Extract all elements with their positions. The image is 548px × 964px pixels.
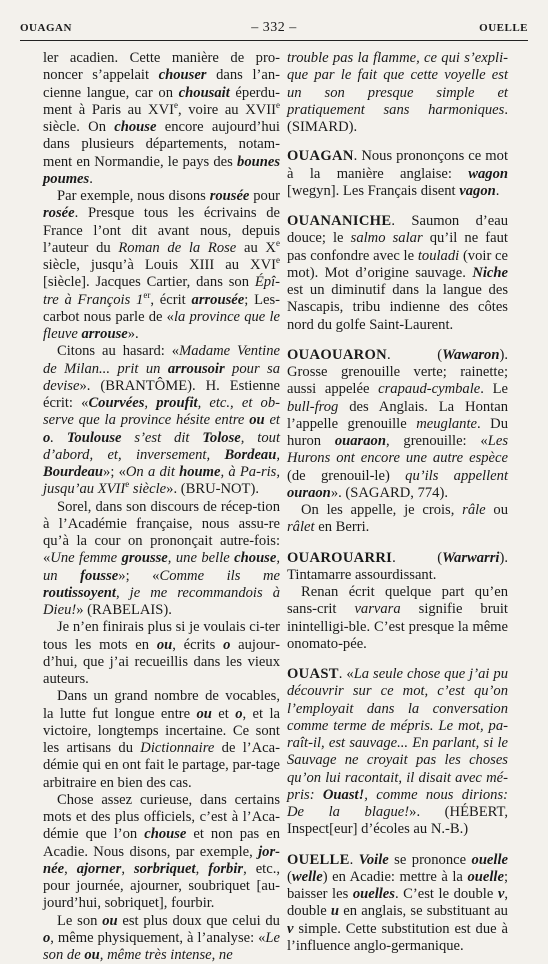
text-run: chouse xyxy=(114,119,156,135)
text-run: . Du huron xyxy=(287,416,508,449)
text-run: ouelles xyxy=(353,886,395,902)
text-run: , écrits xyxy=(172,637,223,653)
text-run: . Presque tous les écrivains de France l’ont dit avant nous, depuis l’auteur du xyxy=(43,205,280,256)
text-run: Ouast! xyxy=(323,787,364,803)
text-run: chousait xyxy=(179,85,230,101)
text-run: Tolose xyxy=(202,430,240,446)
paragraph xyxy=(43,50,280,188)
text-run: simple. Cette substitution est due à l’influence anglo-germanique. xyxy=(287,921,508,954)
text-run: , xyxy=(276,447,280,463)
text-run: »; « xyxy=(118,568,159,584)
text-run: Niche xyxy=(472,265,508,281)
text-run: e xyxy=(174,100,178,110)
text-run: rosée xyxy=(43,205,75,221)
text-run: o xyxy=(43,930,50,946)
text-run: . Le xyxy=(480,381,508,397)
text-run: ». (BRU-NOT). xyxy=(166,481,259,497)
text-run: rousée xyxy=(210,188,250,204)
text-run: ; Les-carbot nous parle de « xyxy=(43,292,280,325)
text-run: chouser xyxy=(159,67,207,83)
text-run: salmo salar xyxy=(351,230,423,246)
text-run: vagon xyxy=(459,183,495,199)
text-run: , tout d’abord, et, inversement, xyxy=(43,430,280,463)
text-run: On a dit xyxy=(126,464,179,480)
text-run: On les appelle, je crois, xyxy=(301,502,462,518)
text-run: . ( xyxy=(392,550,442,566)
text-run: en anglais, se substituant au xyxy=(339,903,508,919)
text-run: éperdu-ment à Paris au XVI xyxy=(43,85,280,118)
text-run: ouraon xyxy=(287,485,331,501)
headword: OUAOUARON xyxy=(287,347,387,363)
text-run: arrousée xyxy=(192,292,245,308)
text-run: ( xyxy=(287,869,292,885)
text-run: Roman de la Rose xyxy=(118,240,236,256)
text-run: Dictionnaire xyxy=(140,740,214,756)
paragraph xyxy=(43,343,280,498)
text-run: varvara xyxy=(354,601,400,617)
paragraph xyxy=(287,584,508,653)
text-run: Le son xyxy=(57,913,102,929)
text-run: , xyxy=(196,861,209,877)
text-run: Wawaron xyxy=(442,347,499,363)
text-run: ouaraon xyxy=(335,433,386,449)
text-run: ; baisser les xyxy=(287,869,508,902)
text-run: Une femme xyxy=(50,550,121,566)
text-run: (voir ce mot). Mot d’origine sauvage. xyxy=(287,248,508,281)
text-run: ». (BRANTÔME). H. Estienne écrit: « xyxy=(43,378,280,411)
text-run: Voile xyxy=(359,852,389,868)
text-run: . Nous prononçons ce mot à la manière anglaise: xyxy=(287,148,508,181)
text-run: . Saumon d’eau douce; le xyxy=(287,213,508,246)
text-run: signifie bruit inintelligi-ble. C’est presque la même onomato-pée. xyxy=(287,601,508,652)
text-run: Par exemple, nous disons xyxy=(57,188,210,204)
text-run: , xyxy=(144,395,156,411)
paragraph xyxy=(287,502,508,537)
text-run: , même très intense, ne xyxy=(100,947,233,963)
text-run: e xyxy=(276,255,280,265)
text-run: ou xyxy=(486,502,508,518)
text-run: . xyxy=(89,171,93,187)
text-run: forbir xyxy=(208,861,243,877)
text-run: en Berri. xyxy=(315,519,370,535)
text-run: siècle xyxy=(129,481,166,497)
text-run: , voire au XVII xyxy=(178,102,276,118)
text-run: ». xyxy=(128,326,139,342)
text-run: Bordeau xyxy=(224,447,276,463)
text-run: v xyxy=(498,886,504,902)
text-run: wagon xyxy=(468,166,508,182)
headword: OUAGAN xyxy=(287,148,354,164)
text-run: Citons au hasard: « xyxy=(57,343,179,359)
text-run: s’est dit xyxy=(121,430,202,446)
text-run: Comme ils me xyxy=(159,568,280,584)
text-run: ou xyxy=(84,947,99,963)
text-run: Renan écrit quelque part qu’en sans-crit xyxy=(287,584,508,617)
text-run: [wegyn]. Les Français disent xyxy=(287,183,459,199)
text-run: e xyxy=(276,100,280,110)
text-run: , etc., pour journée, ajourner, soubriquet [au-jourd’hui, sobriquet], fourbir. xyxy=(43,861,280,912)
text-run: , xyxy=(64,861,77,877)
text-run: qu’ils appellent xyxy=(405,468,508,484)
text-run: bull-frog xyxy=(287,399,338,415)
paragraph xyxy=(43,913,280,964)
text-run: , je me recommandois à Dieu! xyxy=(43,585,280,618)
text-run: Madame Ventine de Milan... prit un xyxy=(43,343,280,376)
text-run: Chose assez curieuse, dans certains mots et des plus officiels, c’est à l’Aca-démie que l’on xyxy=(43,792,280,843)
text-run: aujour-d’hui, que j’ai recueillis dans les vieux auteurs. xyxy=(43,637,280,688)
text-run: ou xyxy=(196,706,211,722)
text-run: houme xyxy=(179,464,220,480)
text-run: Le son de xyxy=(43,930,280,963)
text-run: siècle, jusqu’à Louis XIII au XVI xyxy=(43,257,276,273)
text-run: ouelle xyxy=(467,869,503,885)
text-run: se prononce xyxy=(389,852,472,868)
text-run: est plus doux que celui du xyxy=(118,913,280,929)
text-run: et xyxy=(212,706,235,722)
text-run: v xyxy=(287,921,293,937)
text-run: . xyxy=(496,183,500,199)
text-run: chouse xyxy=(144,826,186,842)
text-run: meuglante xyxy=(416,416,477,432)
text-run: , un xyxy=(43,550,280,583)
text-run: ». (HÉBERT, Inspect[eur] d’écoles au N.-B.) xyxy=(287,804,508,837)
headword: OUELLE xyxy=(287,852,350,868)
text-run: siècle. On xyxy=(43,119,114,135)
paragraph xyxy=(43,499,280,620)
entry-ouananiche xyxy=(287,213,508,334)
text-run: fousse xyxy=(80,568,118,584)
text-run: . xyxy=(350,852,359,868)
text-run: ouelle xyxy=(472,852,508,868)
text-run: . xyxy=(50,430,67,446)
text-run: Warwarri xyxy=(442,550,499,566)
text-run: pour xyxy=(249,188,280,204)
text-run: » (RABELAIS). xyxy=(76,602,172,618)
text-run: routissoyent xyxy=(43,585,116,601)
text-run: au X xyxy=(236,240,276,256)
text-run: encore aujourd’hui dans plusieurs départements, notam-ment en Normandie, le pays des xyxy=(43,119,280,170)
text-run: ou xyxy=(249,412,264,428)
text-run: râle xyxy=(462,502,486,518)
text-run: o xyxy=(43,430,50,446)
text-run: la province que le fleuve xyxy=(43,309,280,342)
entry-ouarouarri xyxy=(287,550,508,585)
text-run: , même physiquement, à l’analyse: « xyxy=(50,930,265,946)
entry-ouagan xyxy=(287,148,508,200)
text-run: touladi xyxy=(418,248,459,264)
page-header xyxy=(20,20,528,38)
text-run: ajorner xyxy=(77,861,122,877)
entry-ouelle xyxy=(287,852,508,956)
text-run: (de grenouil-le) xyxy=(287,468,405,484)
text-run: ou xyxy=(157,637,172,653)
headword: OUAST xyxy=(287,666,339,682)
text-run: de l’Aca-démie qui en ont fait le partage, par-tage arbitraire en bien des cas. xyxy=(43,740,280,791)
text-run: e xyxy=(125,479,129,489)
header-rule xyxy=(20,40,528,41)
entry-ouast xyxy=(287,666,508,839)
text-run: Dans un grand nombre de vocables, la lutte fut longue entre xyxy=(43,688,280,721)
paragraph xyxy=(43,619,280,688)
text-run: Courvées xyxy=(88,395,144,411)
text-run: welle xyxy=(292,869,323,885)
text-run: est un diminutif dans la langue des Nascapis, tribu indienne des côtes nord du golfe Saint-Laurent. xyxy=(287,282,508,333)
text-run: , double xyxy=(287,886,508,919)
text-run: bounes poumes xyxy=(43,154,280,187)
text-run: grousse xyxy=(122,550,168,566)
text-run: crapaud-cymbale xyxy=(378,381,480,397)
text-run: jor-née xyxy=(43,844,280,877)
text-run: sorbriquet xyxy=(134,861,196,877)
text-run: ». (SAGARD, 774). xyxy=(331,485,448,501)
text-run: Épî-tre à François 1 xyxy=(43,274,280,307)
text-run: arrouse xyxy=(82,326,128,342)
text-run: , et la victoire, longtemps incertaine. Ce sont les artisans du xyxy=(43,706,280,757)
text-run: er xyxy=(143,290,150,300)
header-right-guideword: OUELLE xyxy=(479,22,528,34)
text-run: râlet xyxy=(287,519,315,535)
text-run: o xyxy=(235,706,242,722)
text-run: , écrit xyxy=(150,292,191,308)
paragraph xyxy=(43,792,280,913)
text-run: . ( xyxy=(387,347,442,363)
text-run: , grenouille: « xyxy=(386,433,488,449)
right-column xyxy=(287,50,508,955)
paragraph xyxy=(43,688,280,792)
text-run: ou xyxy=(102,913,117,929)
text-run: qu’il ne faut pas confondre avec le xyxy=(287,230,508,263)
text-run: ) en Acadie: mettre à la xyxy=(323,869,468,885)
text-run: . « xyxy=(339,666,354,682)
text-run: Les Hurons ont encore une autre espèce xyxy=(287,433,508,466)
text-run: pour sa devise xyxy=(43,361,280,394)
text-run: , xyxy=(121,861,134,877)
text-run: . C’est le double xyxy=(395,886,498,902)
text-run: trouble pas la flamme, ce qui s’expli-que par le fait que cette voyelle est un son presque simple et pratiquement sans harmoniques xyxy=(287,50,508,118)
text-run: des Anglais. La Hontan l’appelle grenouille xyxy=(287,399,508,432)
text-run: La seule chose que j’ai pu découvrir sur ce mot, c’est qu’on l’employait dans la conversation comme terme de mépris. Le mot, pa-raît-il, est sauvage... En parlant, si le Sauvage ne croyait pas les choses qu’on lui racontait, il disait avec mé-pris: xyxy=(287,666,508,803)
entry-ouaouaron xyxy=(287,347,508,502)
text-run: Je n’en finirais plus si je voulais ci-ter tous les mots en xyxy=(43,619,280,652)
text-run: , etc., et ob-serve que la province hésite entre xyxy=(43,395,280,428)
text-run: ler acadien. Cette manière de pro-noncer s’appelait xyxy=(43,50,280,83)
text-run: Bourdeau xyxy=(43,464,103,480)
text-run: Sorel, dans son discours de récep-tion à l’Académie française, nous assu-re qu’à la cour on prononçait autre-fois: « xyxy=(43,499,280,567)
text-run: Toulouse xyxy=(67,430,122,446)
text-run: u xyxy=(331,903,339,919)
text-run: ). Grosse grenouille verte; rainette; aussi appelée xyxy=(287,347,508,398)
headword: OUANANICHE xyxy=(287,213,391,229)
paragraph xyxy=(43,188,280,343)
paragraph xyxy=(287,50,508,136)
text-run: proufit xyxy=(156,395,197,411)
text-run: , à Pa-ris, jusqu’au XVII xyxy=(43,464,280,497)
text-run: [siècle]. Jacques Cartier, dans son xyxy=(43,274,255,290)
text-run: dans l’an-cienne langue, car on xyxy=(43,67,280,100)
text-run: et non pas en Acadie. Nous disons, par exemple, xyxy=(43,826,280,859)
text-run: arrousoir xyxy=(168,361,225,377)
text-run: ). Tintamarre assourdissant. xyxy=(287,550,508,583)
text-run: »; « xyxy=(103,464,126,480)
text-run: , une belle xyxy=(168,550,234,566)
headword: OUAROUARRI xyxy=(287,550,392,566)
left-column xyxy=(43,50,280,964)
header-left-guideword: OUAGAN xyxy=(20,22,72,34)
page-number: – 332 – xyxy=(20,20,528,36)
text-run: e xyxy=(276,238,280,248)
text-run: . (SIMARD). xyxy=(287,102,508,135)
text-run: o xyxy=(223,637,230,653)
text-run: chouse xyxy=(234,550,276,566)
text-run: et xyxy=(265,412,280,428)
text-run: , comme nous dirions: De la blague! xyxy=(287,787,508,820)
